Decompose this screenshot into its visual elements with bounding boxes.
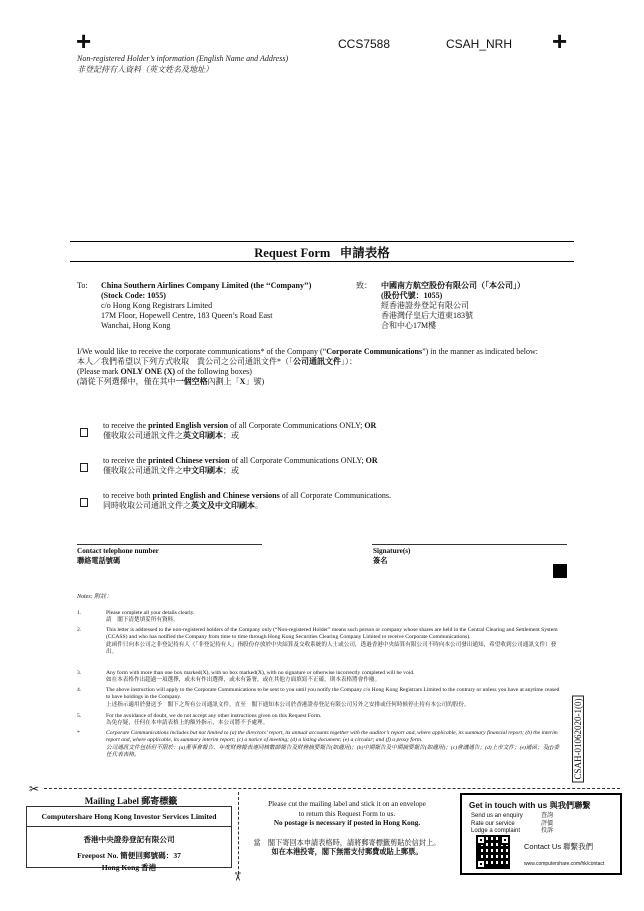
- cut-instructions: Please cut the mailing label and stick it on an envelope to return this Request Form to us. No postage is necessary if posted in Hong Kong. 當 閣下寄回本申請表格時，請將郵寄標籤剪貼於信封上。 如在本港投寄，閣下無需支付郵費或貼上郵票。: [253, 800, 441, 856]
- instruction-text: I/We would like to receive the corporate communications* of the Company (“Corporate Communications”) in the manner as indicated below: 本人／我們希望以下列方式收取 貴公司之公司通訊文件*（「公司通訊文件」）： (Please mark ONLY ONE (X) of the following boxes) (請從下列選擇中，僅在其中一個空格內劃上「X」號): [77, 347, 539, 386]
- mailing-label-box: [26, 806, 232, 872]
- contact-box-title: Get in touch with us 與我們聯繫: [469, 801, 591, 810]
- scissors-icon: ✂: [29, 782, 40, 796]
- phone-line[interactable]: [77, 544, 262, 545]
- crop-mark-right: +: [552, 26, 568, 56]
- option-both-text: to receive both printed English and Chinese versions of all Corporate Communications. 同時收取公司通訊文件之英文及中文印刷本。: [103, 491, 391, 510]
- option-english-text: to receive the printed English version of all Corporate Communications ONLY; OR 僅收取公司通訊文件之英文印刷本；或: [103, 421, 377, 440]
- option-chinese-checkbox[interactable]: [80, 463, 88, 472]
- notes-list: 1. Please complete all your details clearly. 請 閣下清楚填妥所有資料。 2. This letter is addressed to the non-registered holders of the Company only (“Non-registered Holder” means such person or company whose shares are held in the Central Clearing and Settlement System (CCASS) and who has notified the Company from time to time through Hong Kong Securities Clearing Company Limited to receive Corporate Communications). 此函件只向本公司之非登記持有人（「非登記持有人」指股份存放於中央結算及交收系統的人士或公司，透過香港中央結算有限公司不時向本公司發出通知，希望收到公司通訊文件）發出。 3. Any form with more than one box marked(X), with no box marked(X), with no signature or otherwise incorrectly completed will be void. 如在本表格作出超過一項選擇，或未有作出選擇，或未有簽署，或在其他方面填寫不正確，則本表格將會作廢。 4. The above instruction will apply to the Corporate Communications to be sent to you until you notify the Company c/o Hong Kong Registrars Limited to the contrary or unless you have at anytime ceased to have holdings in the Company. 上述指示適用於發送予 閣下之所有公司通訊文件，直至 閣下通知本公司於香港證券登記有限公司另外之安排或任何時候停止持有本公司的股份。 5. For the avoidance of doubt, we do not accept any other instructions given on this Request Form. 為免存疑，任何在本申請表格上的額外指示，本公司將不予處理。 * Corporate Communications includes but not limited to (a) the directors’ report, its annual accounts together with the auditor’s report and, where applicable, its summary financial report; (b) the interim report and, where applicable, its summary interim report; (c) a notice of meeting; (d) a listing document; (e) a circular; and (f) a proxy form. 公司通訊文件包括但不限於：(a)董事會報告、年度財務報表連同核數師報告及財務摘要報告(如適用)；(b)中期報告及中期摘要報告(如適用)；(c)會議通告；(d)上市文件；(e)通函；及(f)委任代表表格。: [77, 610, 560, 758]
- holder-info-label-en: Non-registered Holder’s information (English Name and Address): [77, 54, 289, 63]
- contact-box: [460, 793, 622, 875]
- registration-mark: [553, 564, 567, 578]
- qr-code-icon[interactable]: [476, 835, 510, 869]
- contact-us-label: Contact Us 聯繫我們: [524, 842, 594, 851]
- signature-line[interactable]: [372, 544, 567, 545]
- option-both-checkbox[interactable]: [80, 498, 88, 507]
- contact-options: Send us an enquiry 查詢 Rate our service 評價 Lodge a complaint 投訴: [471, 813, 554, 834]
- title-bottom-rule: [70, 261, 574, 262]
- mailing-company-zh: 香港中央證券登記有限公司: [83, 835, 175, 844]
- mailing-place: Hong Kong 香港: [101, 863, 157, 872]
- mailing-label-title: Mailing Label 郵寄標籤: [84, 796, 178, 806]
- cut-line-vertical: [238, 792, 239, 874]
- document-code-left: CCS7588: [338, 37, 391, 51]
- signature-label: Signature(s) 簽名: [373, 547, 411, 565]
- contact-url[interactable]: www.computershare.com/hk/contact: [524, 861, 605, 867]
- notes-title: Notes: 附註：: [77, 594, 113, 600]
- document-code-right: CSAH_NRH: [446, 37, 513, 51]
- cut-line-horizontal: [44, 788, 620, 789]
- to-label: To:: [77, 281, 88, 290]
- mailing-company-en: Computershare Hong Kong Investor Services Limited: [41, 812, 217, 821]
- to-label-zh: 致：: [356, 281, 372, 290]
- phone-label: Contact telephone number 聯絡電話號碼: [77, 547, 159, 565]
- option-english-checkbox[interactable]: [80, 428, 88, 437]
- option-chinese-text: to receive the printed Chinese version of all Corporate Communications ONLY; OR 僅收取公司通訊文件之中文印刷本；或: [103, 456, 378, 475]
- addressee-en: China Southern Airlines Company Limited (the ‘‘Company’’) (Stock Code: 1055) c/o Hong Kong Registrars Limited 17M Floor, Hopewell Centre, 183 Queen’s Road East Wanchai, Hong Kong: [101, 281, 312, 330]
- title-top-rule: [70, 241, 574, 242]
- mailing-freepost: Freepost No. 簡便回郵號碼：37: [77, 851, 181, 860]
- holder-info-label-zh: 非登記持有人資料（英文姓名及地址）: [77, 65, 213, 74]
- scissors-icon-vertical: ✂: [230, 871, 245, 882]
- addressee-zh: 中國南方航空股份有限公司（「本公司」） (股份代號：1055) 經香港證券登記有限公司 香港灣仔皇后大道東183號 合和中心17M樓: [381, 281, 525, 330]
- side-code: CSAH-01062020-1(0): [571, 694, 585, 784]
- form-title: Request Form 申請表格: [254, 246, 390, 260]
- crop-mark-left: +: [76, 26, 92, 56]
